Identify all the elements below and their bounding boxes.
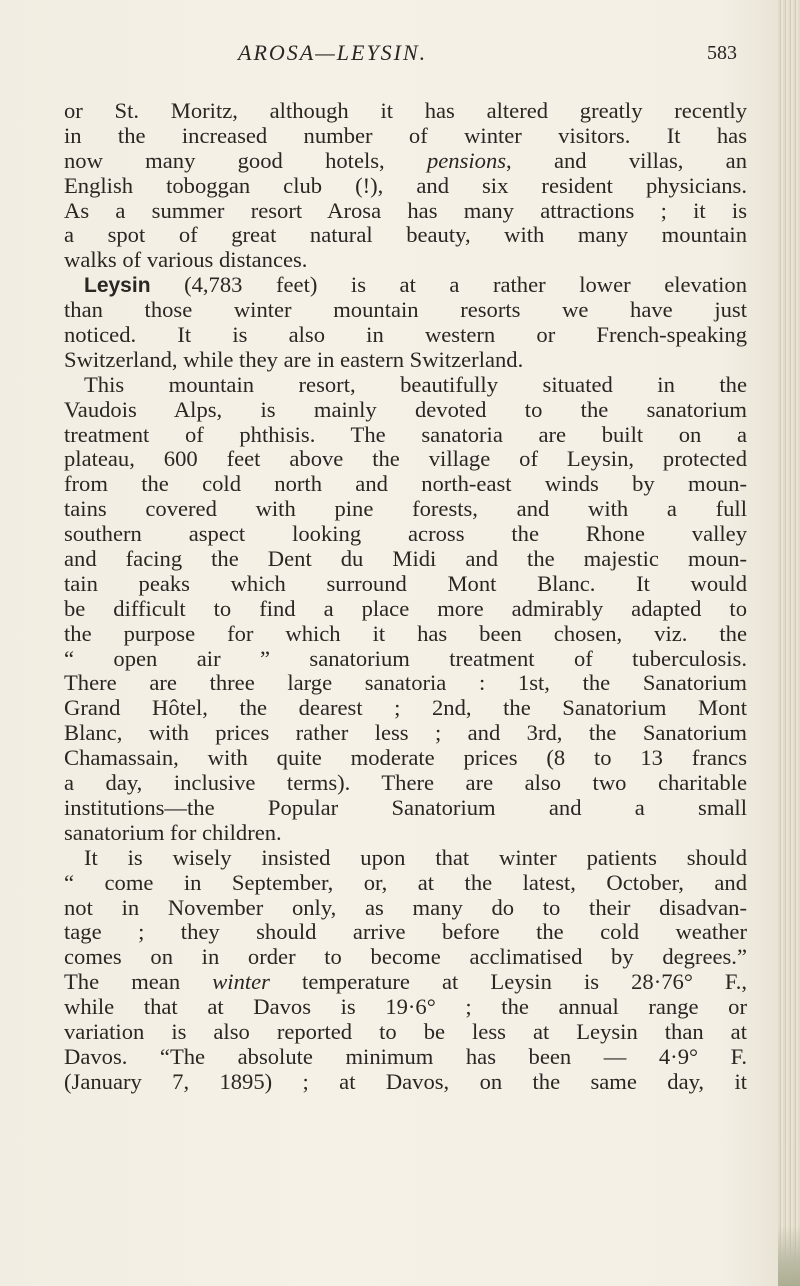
line-text: Switzerland, while they are in eastern Switzerland. [64, 346, 524, 372]
text-line [64, 124, 747, 149]
line-text: walks of various distances. [64, 247, 308, 273]
text-line [64, 647, 747, 672]
text-line [64, 174, 747, 199]
text-line [64, 771, 747, 796]
text-line [64, 1070, 747, 1095]
line-text: a spot of great natural beauty, with many mountain [64, 222, 747, 248]
line-text: Chamassain, with quite moderate prices (8 to 13 francs [64, 745, 747, 771]
line-text: comes on in order to become acclimatised by degrees.” [64, 944, 747, 970]
line-text: not in November only, as many do to their disadvan- [64, 894, 747, 920]
text-line [64, 1020, 747, 1045]
line-text: “ come in September, or, at the latest, October, and [64, 869, 747, 895]
page-edge [778, 0, 800, 1286]
line-text: Davos. “The absolute minimum has been — 4·9° F. [64, 1043, 747, 1069]
line-text: tains covered with pine forests, and with a full [64, 496, 747, 522]
line-text: treatment of phthisis. The sanatoria are built on a [64, 421, 747, 447]
line-text: The mean winter temperature at Leysin is 28·76° F., [64, 969, 747, 995]
running-title: AROSA—LEYSIN. [238, 40, 428, 65]
body-text [64, 99, 747, 1095]
text-line [64, 273, 747, 298]
text-line [64, 796, 747, 821]
line-text: now many good hotels, pensions, and villas, an [64, 147, 747, 173]
text-line [64, 721, 747, 746]
line-text: This mountain resort, beautifully situated in the [84, 371, 747, 397]
text-line [64, 248, 747, 273]
line-text: sanatorium for children. [64, 819, 282, 845]
line-text: Grand Hôtel, the dearest ; 2nd, the Sanatorium Mont [64, 695, 747, 721]
text-line [64, 298, 747, 323]
text-line [64, 423, 747, 448]
text-line [64, 373, 747, 398]
text-line [64, 945, 747, 970]
text-line [64, 671, 747, 696]
text-line [64, 199, 747, 224]
text-line [64, 846, 747, 871]
line-text: tain peaks which surround Mont Blanc. It would [64, 570, 747, 596]
line-text: “ open air ” sanatorium treatment of tuberculosis. [64, 645, 747, 671]
line-text: be difficult to find a place more admirably adapted to [64, 595, 747, 621]
text-line [64, 348, 747, 373]
text-line [64, 821, 747, 846]
line-text: the purpose for which it has been chosen, viz. the [64, 620, 747, 646]
line-text: As a summer resort Arosa has many attractions ; it is [64, 197, 747, 223]
text-line [64, 920, 747, 945]
text-line [64, 99, 747, 124]
text-line [64, 572, 747, 597]
line-text: tage ; they should arrive before the cold weather [64, 919, 747, 945]
line-text: (4,783 feet) is at a rather lower elevation [150, 272, 747, 298]
line-text: while that at Davos is 19·6° ; the annual range or [64, 994, 747, 1020]
text-line [64, 447, 747, 472]
line-text: Blanc, with prices rather less ; and 3rd, the Sanatorium [64, 720, 747, 746]
line-text: English toboggan club (!), and six resident physicians. [64, 172, 747, 198]
text-line [64, 597, 747, 622]
text-line [64, 696, 747, 721]
line-text: (January 7, 1895) ; at Davos, on the same day, it [64, 1068, 747, 1094]
line-text: than those winter mountain resorts we have just [64, 297, 747, 323]
line-text: There are three large sanatoria : 1st, the Sanatorium [64, 670, 747, 696]
line-text: in the increased number of winter visitors. It has [64, 122, 747, 148]
text-line [64, 871, 747, 896]
page-number: 583 [707, 42, 737, 64]
text-line [64, 472, 747, 497]
text-line [64, 522, 747, 547]
line-text: from the cold north and north-east winds by moun- [64, 471, 747, 497]
line-text: Vaudois Alps, is mainly devoted to the sanatorium [64, 396, 747, 422]
text-line [64, 398, 747, 423]
place-name: Leysin [84, 274, 151, 298]
line-text: noticed. It is also in western or French-speaking [64, 322, 747, 348]
text-line [64, 746, 747, 771]
line-text: or St. Moritz, although it has altered greatly recently [64, 98, 747, 123]
text-line [64, 149, 747, 174]
text-line [64, 970, 747, 995]
line-text: plateau, 600 feet above the village of Leysin, protected [64, 446, 747, 472]
text-line [64, 223, 747, 248]
text-line [64, 995, 747, 1020]
text-line [64, 547, 747, 572]
text-line [64, 1045, 747, 1070]
text-line [64, 896, 747, 921]
text-line [64, 622, 747, 647]
line-text: a day, inclusive terms). There are also two charitable [64, 770, 747, 796]
line-text: and facing the Dent du Midi and the majestic moun- [64, 546, 747, 572]
page-header [0, 40, 770, 80]
line-text: southern aspect looking across the Rhone valley [64, 521, 747, 547]
text-line [64, 497, 747, 522]
line-text: institutions—the Popular Sanatorium and a small [64, 794, 747, 820]
line-text: variation is also reported to be less at Leysin than at [64, 1018, 747, 1044]
text-line [64, 323, 747, 348]
line-text: It is wisely insisted upon that winter patients should [84, 844, 747, 870]
